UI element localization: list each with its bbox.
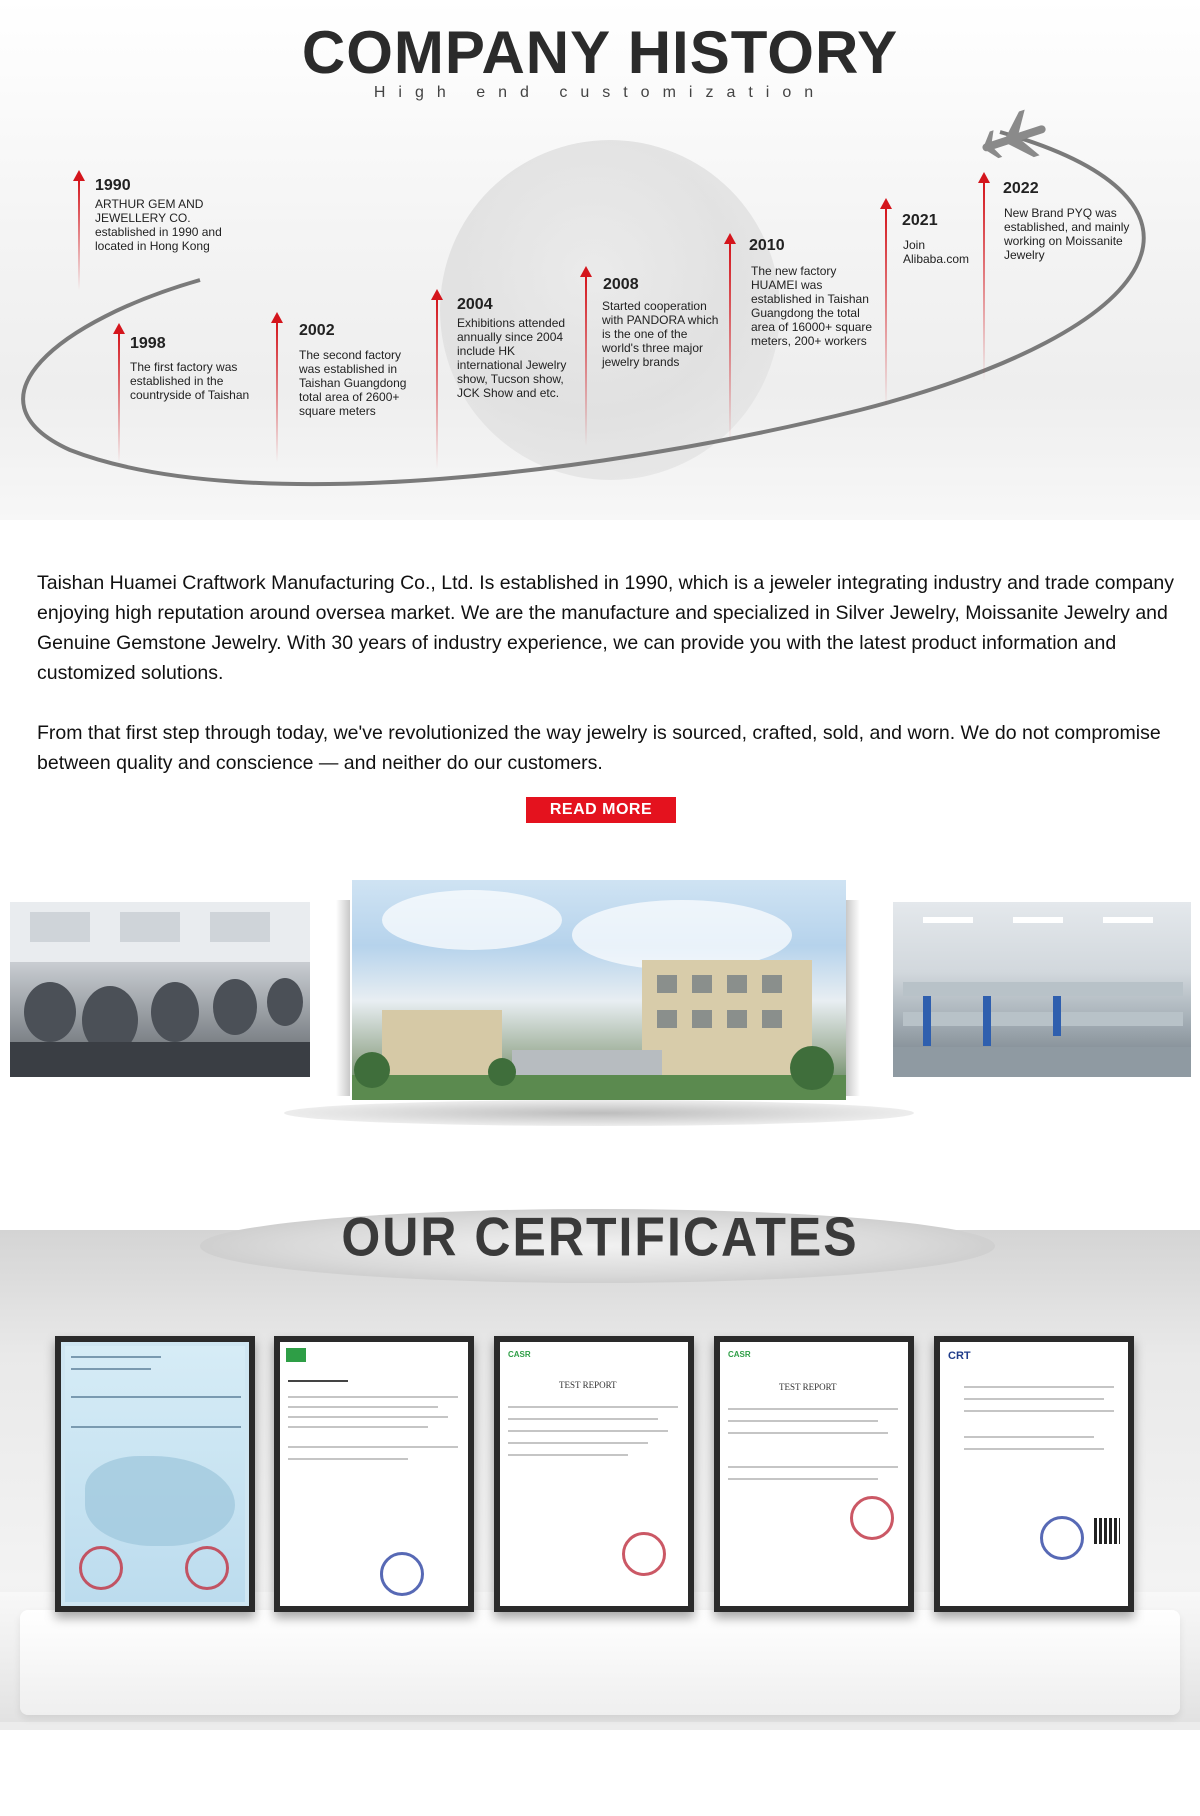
- milestone-text: Join Alibaba.com: [903, 238, 970, 266]
- milestone-text: ARTHUR GEM AND JEWELLERY CO. established in 1990 and located in Hong Kong: [95, 197, 222, 253]
- page-subtitle: High end customization: [373, 84, 827, 101]
- certificate-crt-report[interactable]: CRT: [934, 1336, 1134, 1612]
- factory-building-photo: [352, 880, 846, 1100]
- certificate-test-report[interactable]: CASR TEST REPORT: [714, 1336, 914, 1612]
- arrow-up-icon: [885, 208, 887, 408]
- certificate-test-report[interactable]: CASR TEST REPORT: [494, 1336, 694, 1612]
- milestone-year: 1998: [130, 335, 166, 352]
- company-history-section: [0, 0, 1200, 520]
- certificates-title: OUR CERTIFICATES: [341, 1206, 859, 1268]
- production-line-photo: [893, 902, 1191, 1077]
- certificate-utl-report[interactable]: [274, 1336, 474, 1612]
- milestone-text: New Brand PYQ was established, and mainly working on Moissanite Jewelry: [1004, 206, 1130, 262]
- milestone-year: 2022: [1003, 180, 1039, 197]
- page-title: COMPANY HISTORY: [301, 19, 899, 86]
- arrow-up-icon: [983, 182, 985, 382]
- milestone-text: The first factory was established in the countryside of Taishan: [130, 360, 250, 402]
- arrow-up-icon: [585, 276, 587, 446]
- about-paragraph: From that first step through today, we've revolutionized the way jewelry is sourced, crafted, sold, and worn. We do not compromise between quality and conscience — and neither do our customers.: [37, 722, 1161, 774]
- milestone-year: 2008: [603, 276, 639, 293]
- milestone-text: The new factory HUAMEI was established in Taishan Guangdong the total area of 16000+ square meters, 200+ workers: [751, 264, 873, 348]
- milestone-year: 2004: [457, 296, 493, 313]
- arrow-up-icon: [118, 333, 120, 463]
- production-line-illustration: [893, 902, 1191, 1077]
- milestone-text: Started cooperation with PANDORA which is the one of the world's three major jewelry brands: [602, 299, 719, 369]
- photo-floor-shadow: [284, 1100, 914, 1126]
- about-paragraph: Taishan Huamei Craftwork Manufacturing Co., Ltd. Is established in 1990, which is a jeweler integrating industry and trade company enjoying high reputation around oversea market. We are the manufacture and specialized in Silver Jewelry, Moissanite Jewelry and Genuine Gemstone Jewelry. With 30 years of industry experience, we can provide you with the latest product information and customized solutions.: [37, 572, 1175, 684]
- certificate-origin[interactable]: [55, 1336, 255, 1612]
- read-more-button[interactable]: READ MORE: [526, 797, 676, 823]
- certificate-shelf-front: [20, 1610, 1180, 1715]
- milestone-year: 2021: [902, 212, 938, 229]
- milestone-year: 2010: [749, 237, 785, 254]
- arrow-up-icon: [276, 322, 278, 462]
- airplane-icon: [975, 108, 1055, 168]
- photo-frame-shadow: [846, 900, 860, 1096]
- photo-frame-shadow: [336, 900, 350, 1096]
- milestone-year: 1990: [95, 177, 131, 194]
- milestone-text: The second factory was established in Taishan Guangdong total area of 2600+ square meters: [299, 348, 407, 418]
- milestone-year: 2002: [299, 322, 335, 339]
- factory-illustration: [352, 880, 846, 1100]
- workshop-illustration: [10, 902, 310, 1077]
- milestone-text: Exhibitions attended annually since 2004 include HK international Jewelry show, Tucson show, JCK Show and etc.: [457, 316, 567, 400]
- arrow-up-icon: [78, 180, 80, 290]
- arrow-up-icon: [729, 243, 731, 443]
- workshop-photo: [10, 902, 310, 1077]
- arrow-up-icon: [436, 299, 438, 469]
